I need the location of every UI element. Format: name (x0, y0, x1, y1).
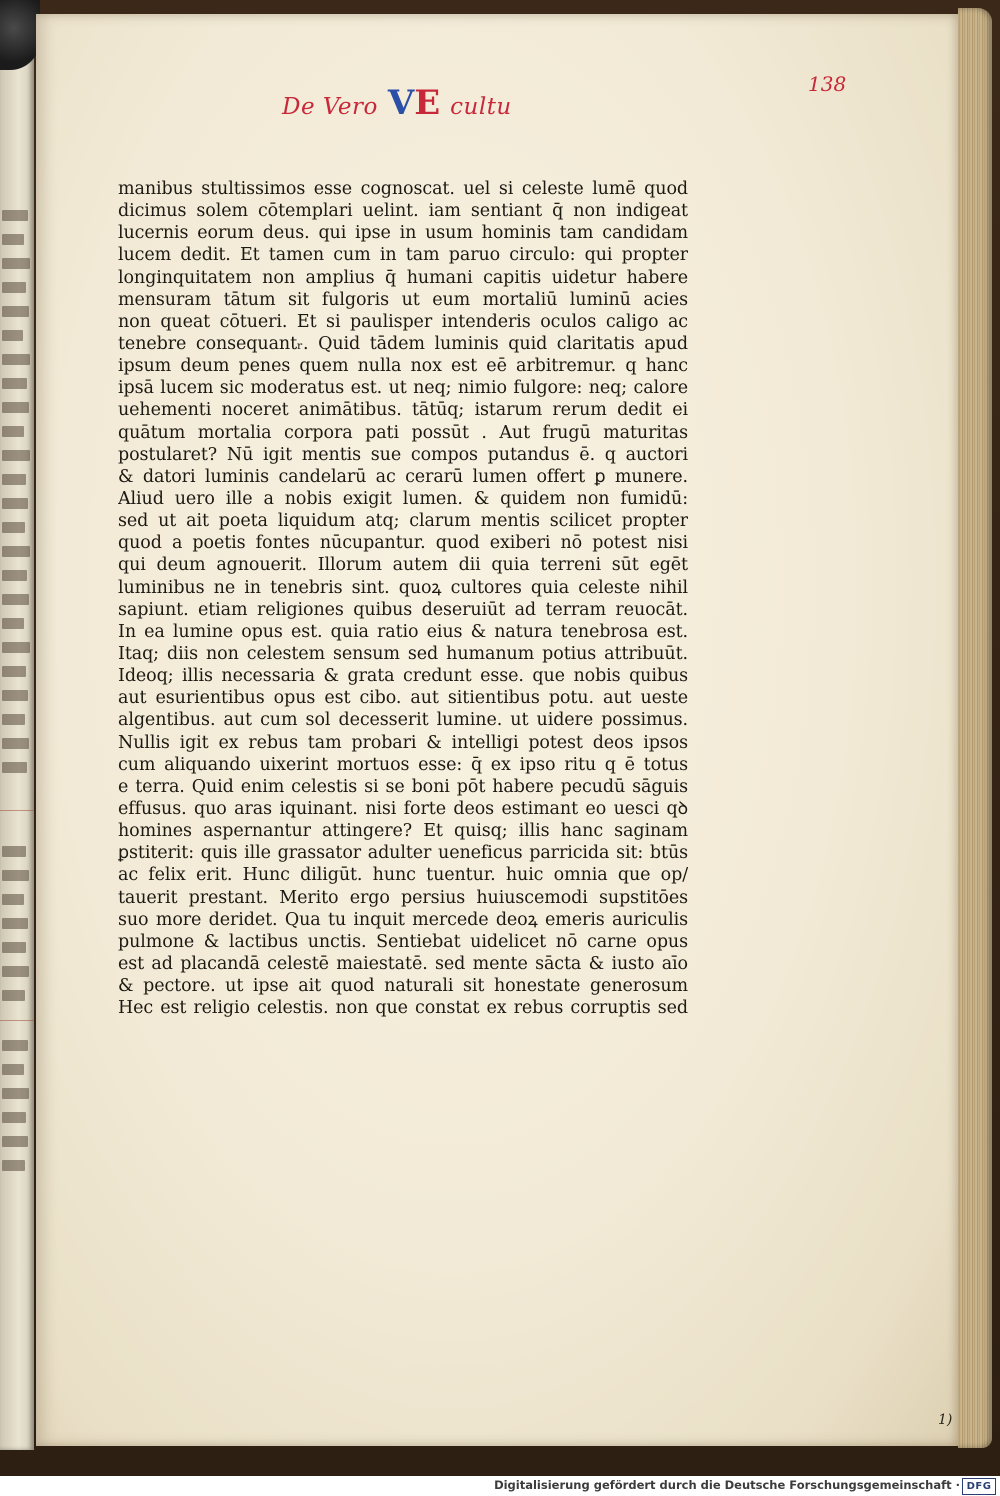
text-line: lucem dedit. Et tamen cum in tam paruo circulo: qui propter (118, 245, 688, 266)
text-line: homines aspernantur attingere? Et quisq; illis hanc saginam (118, 821, 688, 842)
corner-mark: 1) (938, 1412, 953, 1428)
facing-page-edge (0, 20, 34, 1450)
page-edges (958, 8, 992, 1448)
text-line: e terra. Quid enim celestis si se boni pōt habere pecudū sāguis (118, 776, 688, 797)
text-line: mensuram tātum sit fulgoris ut eum mortaliū luminū acies (118, 289, 688, 310)
initial-first: V (387, 83, 415, 123)
running-head-right: cultu (450, 94, 512, 120)
text-line: quod a poetis fontes nūcupantur. quod exiberi nō potest nisi (118, 533, 688, 554)
text-line: aut esurientibus opus est cibo. aut sitientibus potu. aut ueste (118, 688, 688, 709)
text-line: ipsā lucem sic moderatus est. ut neq; nimio fulgore: neq; calore (118, 378, 688, 399)
text-line: ipsum deum penes quem nulla nox est eē arbitremur. q hanc (118, 356, 688, 377)
running-head (282, 83, 512, 123)
text-line: cum aliquando uixerint mortuos esse: q̄ ex ipso ritu q ē totus (118, 754, 688, 775)
text-line: tenebre consequantᵣ. Quid tādem luminis quid claritatis apud (118, 333, 688, 354)
sponsor-text: Digitalisierung gefördert durch die Deutsche Forschungsgemeinschaft · (494, 1478, 960, 1492)
text-line: sed ut ait poeta liquidum atq; clarum mentis scilicet propter (118, 511, 688, 532)
text-line: pulmone & lactibus unctis. Sentiebat uidelicet nō carne opus (118, 931, 688, 952)
text-line: manibus stultissimos esse cognoscat. uel si celeste lumē quod (118, 179, 688, 199)
text-line: & datori luminis candelarū ac cerarū lumen offert ꝑ munere. (118, 466, 688, 487)
text-line: quātum mortalia corpora pati possūt . Aut frugū maturitas (118, 422, 688, 443)
dfg-logo: DFG (962, 1478, 996, 1495)
initial-second: E (414, 83, 441, 123)
text-line: lucernis eorum deus. qui ipse in usum hominis tam candidam (118, 223, 688, 244)
text-line: longinquitatem non amplius q̄ humani capitis uidetur habere (118, 267, 688, 288)
text-line: sapiunt. etiam religiones quibus deseruiūt ad terram reuocāt. (118, 599, 688, 620)
text-line: suo more deridet. Qua tu inquit mercede deoꝝ emeris auriculis (118, 909, 688, 930)
text-line: qui deum agnouerit. Illorum autem dii quia terreni sūt egēt (118, 555, 688, 576)
book-spine (0, 0, 40, 70)
decorated-initials (387, 83, 441, 123)
text-line: In ea lumine opus est. quia ratio eius & natura tenebrosa est. (118, 621, 688, 642)
sponsor-bar (0, 1476, 1000, 1496)
text-line: uehementi noceret animātibus. tātūq; istarum rerum dedit ei (118, 400, 688, 421)
running-head-left: De Vero (282, 94, 378, 120)
text-line: Hec est religio celestis. non que constat ex rebus corruptis sed (118, 998, 688, 1019)
folio-number: 138 (808, 72, 847, 96)
text-line: effusus. quo aras iquinant. nisi forte deos estimant eo uesci qꝺ (118, 798, 688, 819)
text-line: ꝑstiterit: quis ille grassator adulter ueneficus parricida sit: btūs (118, 843, 688, 864)
text-block (118, 178, 688, 1019)
text-line: Nullis igit̄ ex rebus tam probari & intelligi potest deos ipsos (118, 732, 688, 753)
text-line: Ideoq; illis necessaria & grata credunt esse. que nobis quibus (118, 666, 688, 687)
text-line: est ad placandā celestē maiestatē. sed mente sācta & iusto aīo (118, 953, 688, 974)
text-line: ac felix erit. Hunc diligūt. hunc tuentur. huic omnia que op/ (118, 865, 688, 886)
text-line: Itaq; diis non celestem sensum sed humanum potius attribuūt. (118, 643, 688, 664)
text-line: & pectore. ut ipse ait quod naturali sit honestate generosum (118, 976, 688, 997)
text-line: dicimus solem cōtemplari uelint. iam sentiant q̄ non indigeat (118, 201, 688, 222)
text-line: non queat cōtueri. Et si paulisper intenderis oculos caligo ac (118, 311, 688, 332)
text-line: algentibus. aut cum sol decesserit lumine. ut uidere possimus. (118, 710, 688, 731)
text-line: tauerit prestant. Merito ergo persius huiuscemodi supstitōes (118, 887, 688, 908)
text-line: postularet? Nū igit̄ mentis sue compos putandus ē. q auctori (118, 444, 688, 465)
text-line: Aliud uero ille a nobis exigit lumen. & quidem non fumidū: (118, 488, 688, 509)
text-line: luminibus ne in tenebris sint. quoꝝ cultores quia celeste nihil (118, 577, 688, 598)
